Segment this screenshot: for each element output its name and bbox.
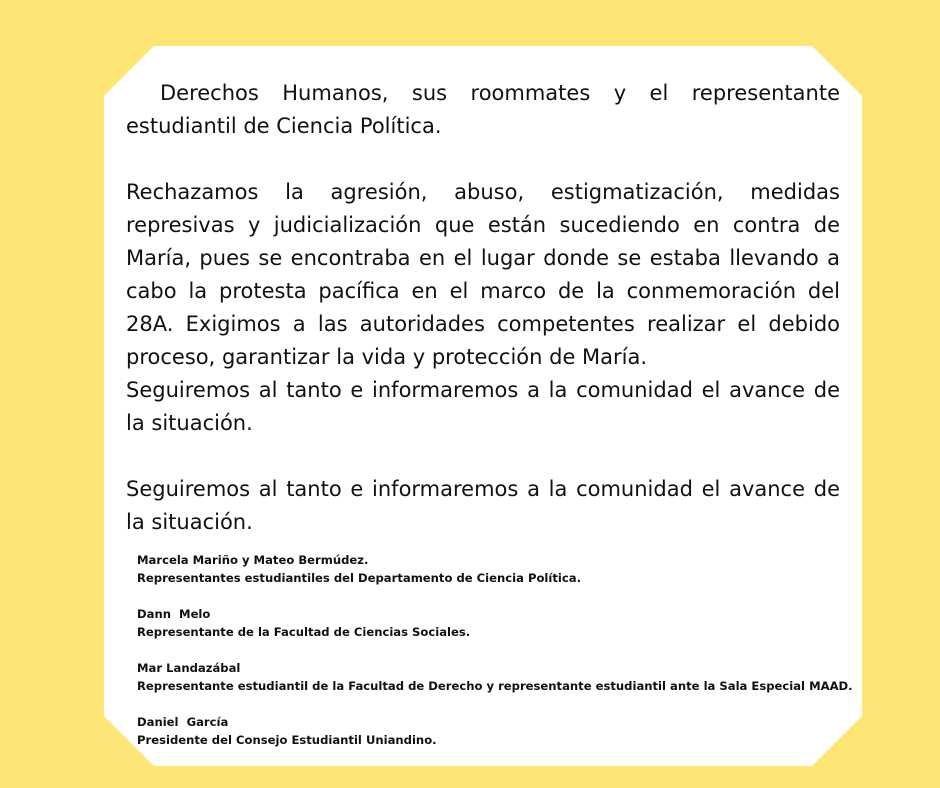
paragraph-intro: Derechos Humanos, sus roommates y el representante estudiantil de Ciencia Política. [126,81,840,138]
signature-block [137,659,862,695]
statement-body [126,77,840,539]
paragraph-rejection: Rechazamos la agresión, abuso, estigmatización, medidas represivas y judicialización que están sucediendo en contra de María, pues se encontraba en el lugar donde se estaba llevando a cabo la protesta pacífica en el marco de la conmemoración del 28A. Exigimos a las autoridades competentes realizar el debido proceso, garantizar la vida y protección de María. [126,180,840,369]
signer-name: Dann Melo [137,607,211,621]
paragraph-follow-up: Seguiremos al tanto e informaremos a la comunidad el avance de la situación. [126,378,840,435]
signature-list [137,551,862,749]
signer-role: Representantes estudiantiles del Departamento de Ciencia Política. [137,571,581,585]
paragraph-spacer [126,440,840,473]
paragraph-spacer [126,143,840,176]
signer-role: Presidente del Consejo Estudiantil Uniandino. [137,733,437,747]
signer-role: Representante estudiantil de la Facultad de Derecho y representante estudiantil ante la Sala Especial MAAD. [137,679,853,693]
signature-block [137,713,862,749]
signature-block [137,551,862,587]
paragraph-follow-up-repeat: Seguiremos al tanto e informaremos a la comunidad el avance de la situación. [126,477,840,534]
signature-block [137,605,862,641]
signer-role: Representante de la Facultad de Ciencias Sociales. [137,625,471,639]
signer-name: Marcela Mariño y Mateo Bermúdez. [137,553,369,567]
signer-name: Mar Landazábal [137,661,241,675]
signer-name: Daniel García [137,715,229,729]
